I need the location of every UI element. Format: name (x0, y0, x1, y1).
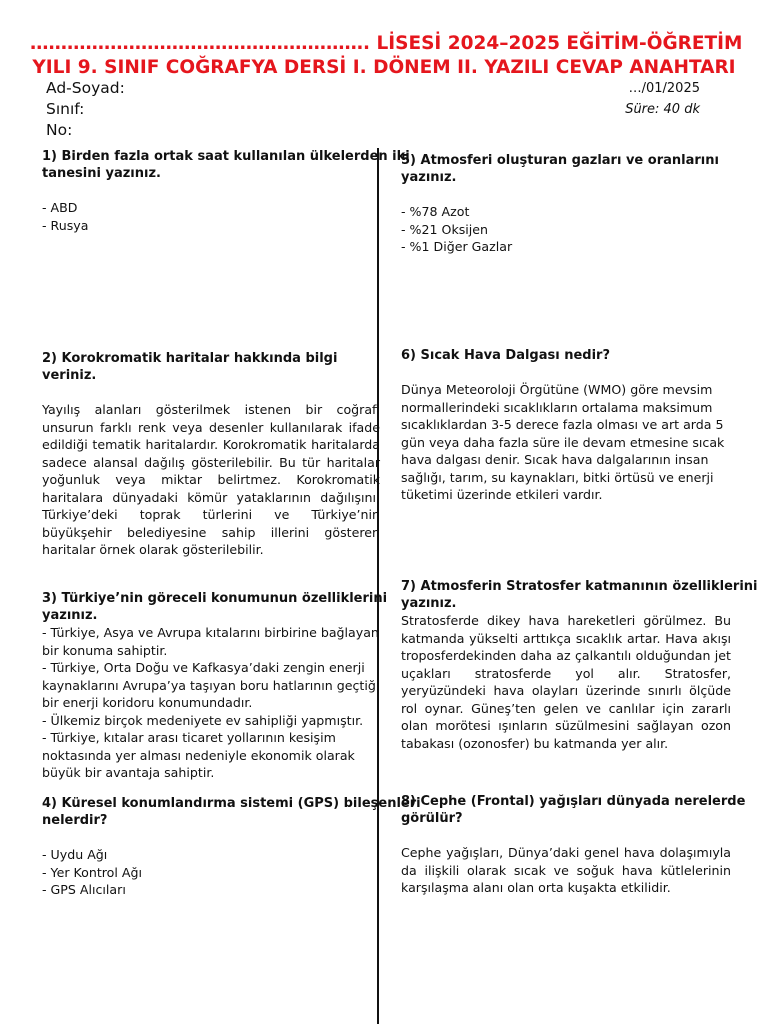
question-2-title: 2) Korokromatik haritalar hakkında bilgi veriniz. (42, 351, 338, 383)
question-4-title: 4) Küresel konumlandırma sistemi (GPS) bileşenleri nelerdir? (42, 796, 421, 828)
title-line-2: YILI 9. SINIF COĞRAFYA DERSİ I. DÖNEM II. YAZILI CEVAP ANAHTARI (32, 57, 736, 78)
answer-item: - Rusya (42, 217, 89, 233)
answer-line: normallerindeki sıcaklıkların ortalama maksimum (401, 399, 713, 415)
question-7-answer: Stratosferde dikey hava hareketleri görülmez. Bu katmanda yükselti arttıkça sıcaklık artar. Hava akışı troposferdekinden daha az çalkantılı olduğundan jet uçakları stratosferde yol alır. Stratosfer, yeryüzündeki hava olayları üzerinde sınırlı ölçüde rol oynar. Güneş’ten gelen ve canlılar için zararlı olan morötesi ışınların süzülmesini sağlayan ozon tabakası (ozonosfer) bu katmanda yer alır. (401, 613, 731, 751)
answer-line: hava dalgası denir. Sıcak hava dalgalarının insan (401, 452, 709, 467)
exam-date: …/01/2025 (628, 81, 700, 96)
answer-line: bir konuma sahiptir. (42, 642, 168, 658)
answer-line: tüketimi üzerinde etkileri vardır. (401, 487, 603, 502)
answer-line: sağlığı, tarım, su kaynakları, bitki örtüsü ve enerji (401, 469, 714, 485)
question-7-title: 7) Atmosferin Stratosfer katmanının özelliklerini yazınız. (401, 579, 758, 611)
answer-item: - GPS Alıcıları (42, 882, 126, 897)
exam-duration: Süre: 40 dk (625, 102, 700, 117)
answer-line: - Ülkemiz birçok medeniyete ev sahipliği yapmıştır. (42, 712, 364, 728)
name-label: Ad-Soyad: (46, 79, 125, 97)
answer-line: gün veya daha fazla süre ile devam etmesine sıcak (401, 434, 725, 450)
question-8-title: 8) Cephe (Frontal) yağışları dünyada nerelerde görülür? (401, 794, 746, 826)
answer-line: Dünya Meteoroloji Örgütüne (WMO) göre mevsim (401, 382, 713, 397)
question-8 (401, 793, 746, 897)
answer-line: bir enerji koridoru konumundadır. (42, 695, 253, 710)
answer-line: sıcaklıklardan 3-5 derece fazla olması ve art arda 5 (401, 417, 724, 432)
question-4 (42, 795, 421, 899)
answer-item: - %21 Oksijen (401, 221, 489, 237)
answer-item: - %1 Diğer Gazlar (401, 239, 513, 254)
question-5-title: 5) Atmosferi oluşturan gazları ve oranlarını yazınız. (401, 153, 719, 185)
title-line-1: ………………………………………………. LİSESİ 2024–2025 EĞİTİM-ÖĞRETİM (30, 33, 743, 54)
question-6 (401, 347, 731, 504)
answer-item: - ABD (42, 200, 78, 215)
question-6-title: 6) Sıcak Hava Dalgası nedir? (401, 348, 611, 363)
answer-line: büyük bir avantaja sahiptir. (42, 765, 215, 780)
answer-line: - Türkiye, Asya ve Avrupa kıtalarını birbirine bağlayan (42, 625, 379, 640)
question-5 (401, 152, 731, 256)
answer-item: - Uydu Ağı (42, 847, 108, 862)
question-1 (42, 148, 410, 234)
question-1-title: 1) Birden fazla ortak saat kullanılan ülkelerden iki tanesini yazınız. (42, 149, 410, 181)
answer-item: - %78 Azot (401, 204, 470, 219)
question-7 (401, 578, 758, 752)
answer-line: kaynaklarını Avrupa’ya taşıyan boru hatlarının geçtiği (42, 677, 380, 693)
answer-item: - Yer Kontrol Ağı (42, 864, 142, 880)
answer-line: - Türkiye, kıtalar arası ticaret yollarının kesişim (42, 730, 336, 745)
number-label: No: (46, 121, 73, 139)
answer-line: noktasında yer alması nedeniyle ekonomik olarak (42, 747, 355, 763)
question-3-title: 3) Türkiye’nin göreceli konumunun özelliklerini yazınız. (42, 591, 388, 623)
question-2-answer: Yayılış alanları gösterilmek istenen bir coğrafi unsurun farklı renk veya desenler kullanılarak ifade edildiği tematik haritalardır. Korokromatik haritalarda sadece alansal dağılış gösterilebilir. Bu tür haritalar yoğunluk veya miktar belirtmez. Korokromatik haritalara dünyadaki kömür yataklarının dağılışını, Türkiye’deki toprak türlerini ve Türkiye’nin büyükşehir belediyesine sahip illerini gösteren haritalar örnek olarak gösterilebilir. (42, 402, 380, 557)
document-title (30, 32, 743, 80)
class-label: Sınıf: (46, 100, 85, 118)
answer-line: - Türkiye, Orta Doğu ve Kafkasya’daki zengin enerji (42, 660, 365, 675)
question-3 (42, 590, 388, 782)
question-8-answer: Cephe yağışları, Dünya’daki genel hava dolaşımıyla da ilişkili olarak sıcak ve soğuk hava kütlelerinin karşılaşma alanı olan orta kuşakta etkilidir. (401, 845, 731, 895)
question-2 (42, 350, 380, 559)
